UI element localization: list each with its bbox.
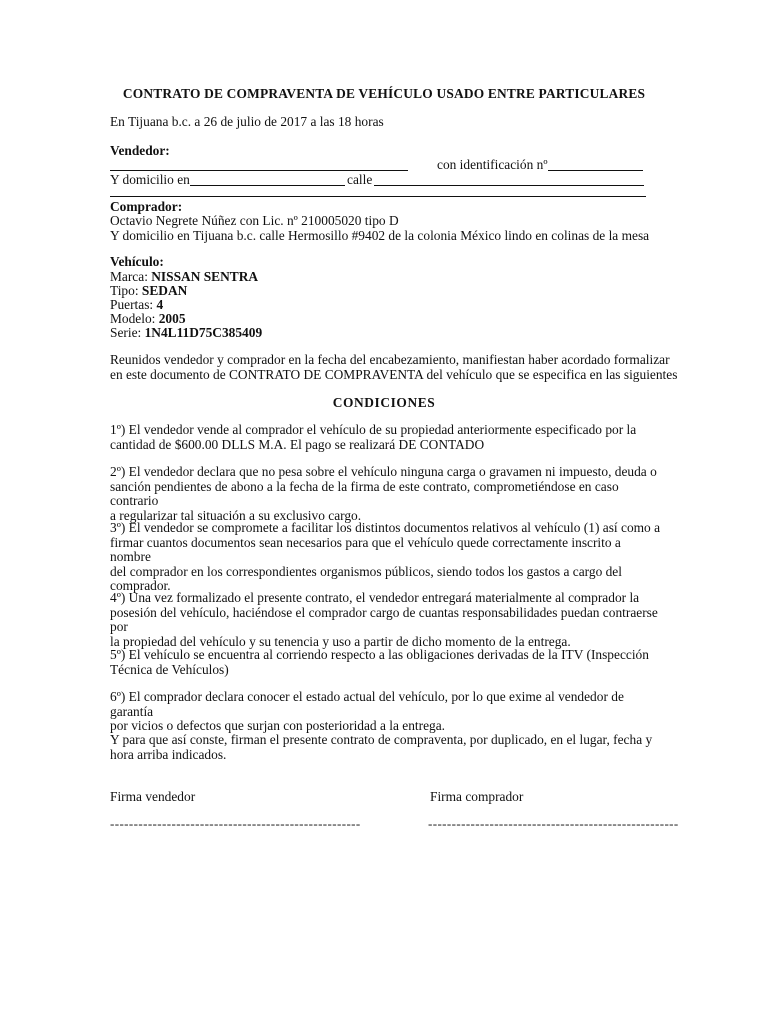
condition-3-line-1: 3º) El vendedor se compromete a facilitar los distintos documentos relativos al vehículo (1) así como a	[110, 520, 661, 535]
condition-1-line-1: 1º) El vendedor vende al comprador el vehículo de su propiedad anteriormente especificado por la	[110, 422, 637, 437]
condition-1-line-2: cantidad de $600.00 DLLS M.A. El pago se realizará DE CONTADO	[110, 436, 485, 452]
condition-4-line-3: la propiedad del vehículo y su tenencia y uso a partir de dicho momento de la entrega.	[110, 633, 571, 649]
condition-3	[110, 521, 662, 594]
buyer-name-line: Octavio Negrete Núñez con Lic. nº 210005020 tipo D	[110, 213, 399, 228]
closing-paragraph	[110, 733, 662, 762]
closing-line-1: Y para que así conste, firman el presente contrato de compraventa, por duplicado, en el lugar, fecha y	[110, 732, 653, 747]
condition-2-line-1: 2º) El vendedor declara que no pesa sobre el vehículo ninguna carga o gravamen ni impuesto, deuda o	[110, 464, 657, 479]
condition-5-line-1: 5º) El vehículo se encuentra al corriendo respecto a las obligaciones derivadas de la ITV (Inspección	[110, 647, 649, 662]
condition-3-line-4: comprador.	[110, 578, 171, 594]
seller-street-label: calle	[347, 172, 373, 187]
vehicle-model-row	[110, 311, 186, 326]
vehicle-brand-row	[110, 269, 258, 284]
buyer-address-line: Y domicilio en Tijuana b.c. calle Hermosillo #9402 de la colonia México lindo en colinas de la mesa	[110, 228, 650, 243]
buyer-signature-line: -----------------------------------------------------	[428, 816, 679, 831]
condition-1	[110, 423, 662, 452]
condition-5	[110, 648, 662, 677]
preamble-line-1: Reunidos vendedor y comprador en la fecha del encabezamiento, manifiestan haber acordado formalizar	[110, 352, 670, 367]
buyer-signature-label: Firma comprador	[430, 789, 524, 804]
preamble-line-2: en este documento de CONTRATO DE COMPRAVENTA del vehículo que se especifica en las siguientes	[110, 367, 678, 382]
seller-address-blank	[190, 185, 345, 186]
seller-id-label: con identificación nº	[437, 157, 548, 172]
vehicle-serial-label: Serie:	[110, 325, 145, 340]
condition-2-line-2: sanción pendientes de abono a la fecha de la firma de este contrato, comprometiéndose en caso contrario	[110, 478, 619, 509]
closing-line-2: hora arriba indicados.	[110, 746, 227, 762]
vehicle-brand-value: NISSAN SENTRA	[151, 269, 259, 284]
vehicle-doors-label: Puertas:	[110, 297, 157, 312]
condition-4-line-2: posesión del vehículo, haciéndose el comprador cargo de cuantas responsabilidades puedan contraerse por	[110, 604, 658, 635]
vehicle-model-label: Modelo:	[110, 311, 159, 326]
vehicle-type-row	[110, 283, 187, 298]
seller-address-label: Y domicilio en	[110, 172, 190, 187]
conditions-heading: CONDICIONES	[332, 395, 436, 410]
condition-3-line-3: del comprador en los correspondientes organismos públicos, siendo todos los gastos a cargo del	[110, 563, 622, 579]
vehicle-serial-row	[110, 325, 262, 340]
vehicle-model-value: 2005	[158, 311, 186, 326]
vehicle-type-value: SEDAN	[141, 283, 188, 298]
condition-6	[110, 690, 662, 734]
condition-5-line-2: Técnica de Vehículos)	[110, 661, 229, 677]
condition-2-line-3: a regularizar tal situación a su exclusivo cargo.	[110, 507, 362, 523]
place-date-line: En Tijuana b.c. a 26 de julio de 2017 a las 18 horas	[110, 114, 384, 129]
condition-6-line-2: por vicios o defectos que surjan con posterioridad a la entrega.	[110, 718, 446, 734]
seller-signature-line: -----------------------------------------------------	[110, 816, 361, 831]
page-title: CONTRATO DE COMPRAVENTA DE VEHÍCULO USADO ENTRE PARTICULARES	[122, 86, 646, 101]
condition-2	[110, 465, 662, 523]
vehicle-brand-label: Marca:	[110, 269, 152, 284]
seller-extra-blank	[110, 196, 646, 197]
condition-4	[110, 591, 662, 649]
seller-id-blank	[548, 170, 643, 171]
seller-signature-label: Firma vendedor	[110, 789, 196, 804]
seller-street-blank	[374, 185, 644, 186]
condition-3-line-2: firmar cuantos documentos sean necesarios para que el vehículo quede correctamente inscrito a nombre	[110, 534, 621, 565]
vehicle-heading: Vehículo:	[110, 254, 164, 269]
vehicle-doors-row	[110, 297, 163, 312]
condition-6-line-1: 6º) El comprador declara conocer el estado actual del vehículo, por lo que exime al vendedor de garantía	[110, 689, 624, 719]
vehicle-type-label: Tipo:	[110, 283, 142, 298]
seller-heading: Vendedor:	[110, 143, 170, 158]
seller-name-blank	[110, 170, 408, 171]
condition-4-line-1: 4º) Una vez formalizado el presente contrato, el vendedor entregará materialmente al comprador la	[110, 590, 640, 605]
buyer-heading: Comprador:	[110, 199, 183, 214]
vehicle-serial-value: 1N4L11D75C385409	[144, 325, 263, 340]
vehicle-doors-value: 4	[156, 297, 164, 312]
